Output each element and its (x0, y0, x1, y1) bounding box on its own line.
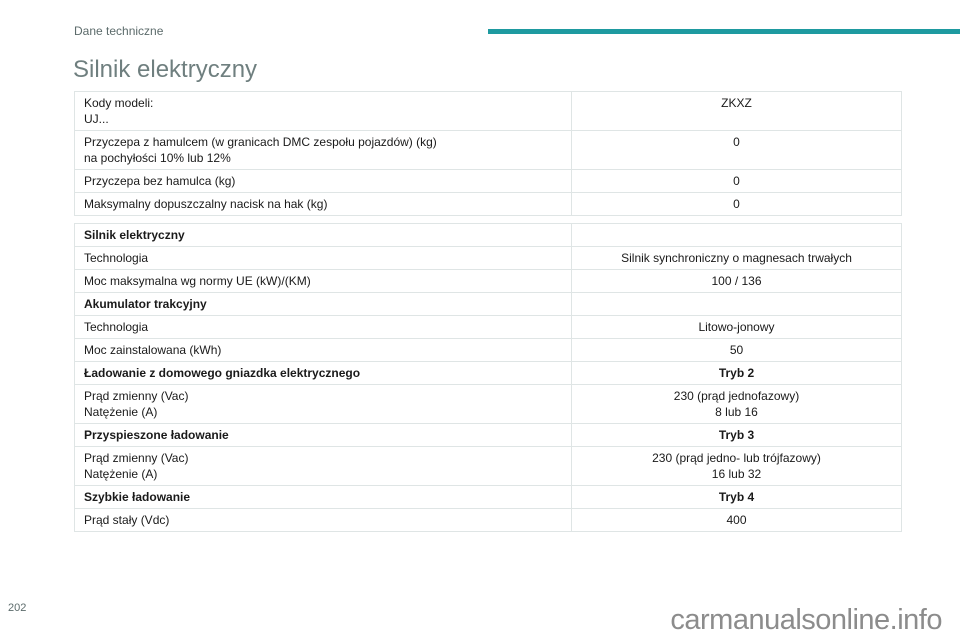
row-value (572, 170, 902, 193)
row-value-line: 0 (733, 174, 740, 188)
row-label (75, 193, 572, 216)
row-label-line: Szybkie ładowanie (84, 490, 191, 504)
row-label-line: Natężenie (A) (84, 405, 158, 419)
row-value-line: 0 (733, 135, 740, 149)
table-row (75, 486, 902, 509)
table-row (75, 92, 902, 131)
row-value-line: 8 lub 16 (715, 405, 758, 419)
row-label-line: Przyspieszone ładowanie (84, 428, 229, 442)
row-value-line: 230 (prąd jedno- lub trójfazowy) (652, 451, 821, 465)
row-value-line: 100 / 136 (711, 274, 762, 288)
table-row (75, 193, 902, 216)
table-row (75, 170, 902, 193)
row-label (75, 247, 572, 270)
table-row (75, 424, 902, 447)
row-label-line: Natężenie (A) (84, 467, 158, 481)
row-value (572, 293, 902, 316)
table-row (75, 509, 902, 532)
row-value (572, 92, 902, 131)
row-label (75, 385, 572, 424)
row-value-line: ZKXZ (721, 96, 752, 110)
table-row (75, 447, 902, 486)
row-value (572, 193, 902, 216)
table-row (75, 247, 902, 270)
row-value-line: Tryb 4 (718, 490, 755, 504)
table-row (75, 224, 902, 247)
row-value-line: Tryb 3 (718, 428, 755, 442)
row-label-line: Technologia (84, 251, 149, 265)
row-label (75, 92, 572, 131)
row-label (75, 224, 572, 247)
row-label-line: Silnik elektryczny (84, 228, 185, 242)
row-label-line: Technologia (84, 320, 149, 334)
row-label-line: Maksymalny dopuszczalny nacisk na hak (kg) (84, 197, 328, 211)
table-row (75, 316, 902, 339)
row-label (75, 170, 572, 193)
accent-bar (488, 29, 960, 34)
section-header: Dane techniczne (74, 24, 164, 38)
row-label (75, 424, 572, 447)
row-value-line: 400 (726, 513, 747, 527)
table-row (75, 385, 902, 424)
row-value (572, 270, 902, 293)
row-label-line: Prąd zmienny (Vac) (84, 451, 189, 465)
row-value (572, 486, 902, 509)
row-label (75, 316, 572, 339)
row-value (572, 509, 902, 532)
row-label-line: UJ... (84, 112, 109, 126)
row-label-line: Prąd zmienny (Vac) (84, 389, 189, 403)
row-label (75, 362, 572, 385)
row-value (572, 316, 902, 339)
row-value (572, 447, 902, 486)
table-row (75, 131, 902, 170)
row-label-line: Przyczepa bez hamulca (kg) (84, 174, 236, 188)
row-label-line: Moc zainstalowana (kWh) (84, 343, 222, 357)
row-value-line: Tryb 2 (718, 366, 755, 380)
row-label-line: Akumulator trakcyjny (84, 297, 207, 311)
row-label (75, 447, 572, 486)
row-value-line: 230 (prąd jednofazowy) (673, 389, 800, 403)
row-label (75, 486, 572, 509)
row-label (75, 131, 572, 170)
row-value (572, 385, 902, 424)
row-label (75, 293, 572, 316)
row-label (75, 339, 572, 362)
towing-table (74, 91, 902, 216)
page-title: Silnik elektryczny (73, 56, 258, 83)
row-value (572, 247, 902, 270)
table-row (75, 270, 902, 293)
row-value (572, 424, 902, 447)
motor-battery-table (74, 223, 902, 532)
table-row (75, 339, 902, 362)
table-row (75, 362, 902, 385)
row-label-line: na pochyłości 10% lub 12% (84, 151, 231, 165)
row-label-line: Kody modeli: (84, 96, 154, 110)
row-value-line: Litowo-jonowy (698, 320, 775, 334)
row-value (572, 224, 902, 247)
row-label-line: Prąd stały (Vdc) (84, 513, 170, 527)
row-value-line: 0 (733, 197, 740, 211)
table-row (75, 293, 902, 316)
row-label (75, 509, 572, 532)
row-value (572, 339, 902, 362)
row-value-line: 16 lub 32 (711, 467, 762, 481)
row-value-line: 50 (729, 343, 744, 357)
row-label-line: Moc maksymalna wg normy UE (kW)/(KM) (84, 274, 311, 288)
row-value-line: Silnik synchroniczny o magnesach trwałych (621, 251, 852, 265)
row-value (572, 362, 902, 385)
row-value (572, 131, 902, 170)
row-label-line: Ładowanie z domowego gniazdka elektrycznego (84, 366, 361, 380)
page-number: 202 (8, 602, 27, 614)
row-label (75, 270, 572, 293)
row-label-line: Przyczepa z hamulcem (w granicach DMC zespołu pojazdów) (kg) (84, 135, 437, 149)
watermark: carmanualsonline.info (670, 604, 942, 636)
